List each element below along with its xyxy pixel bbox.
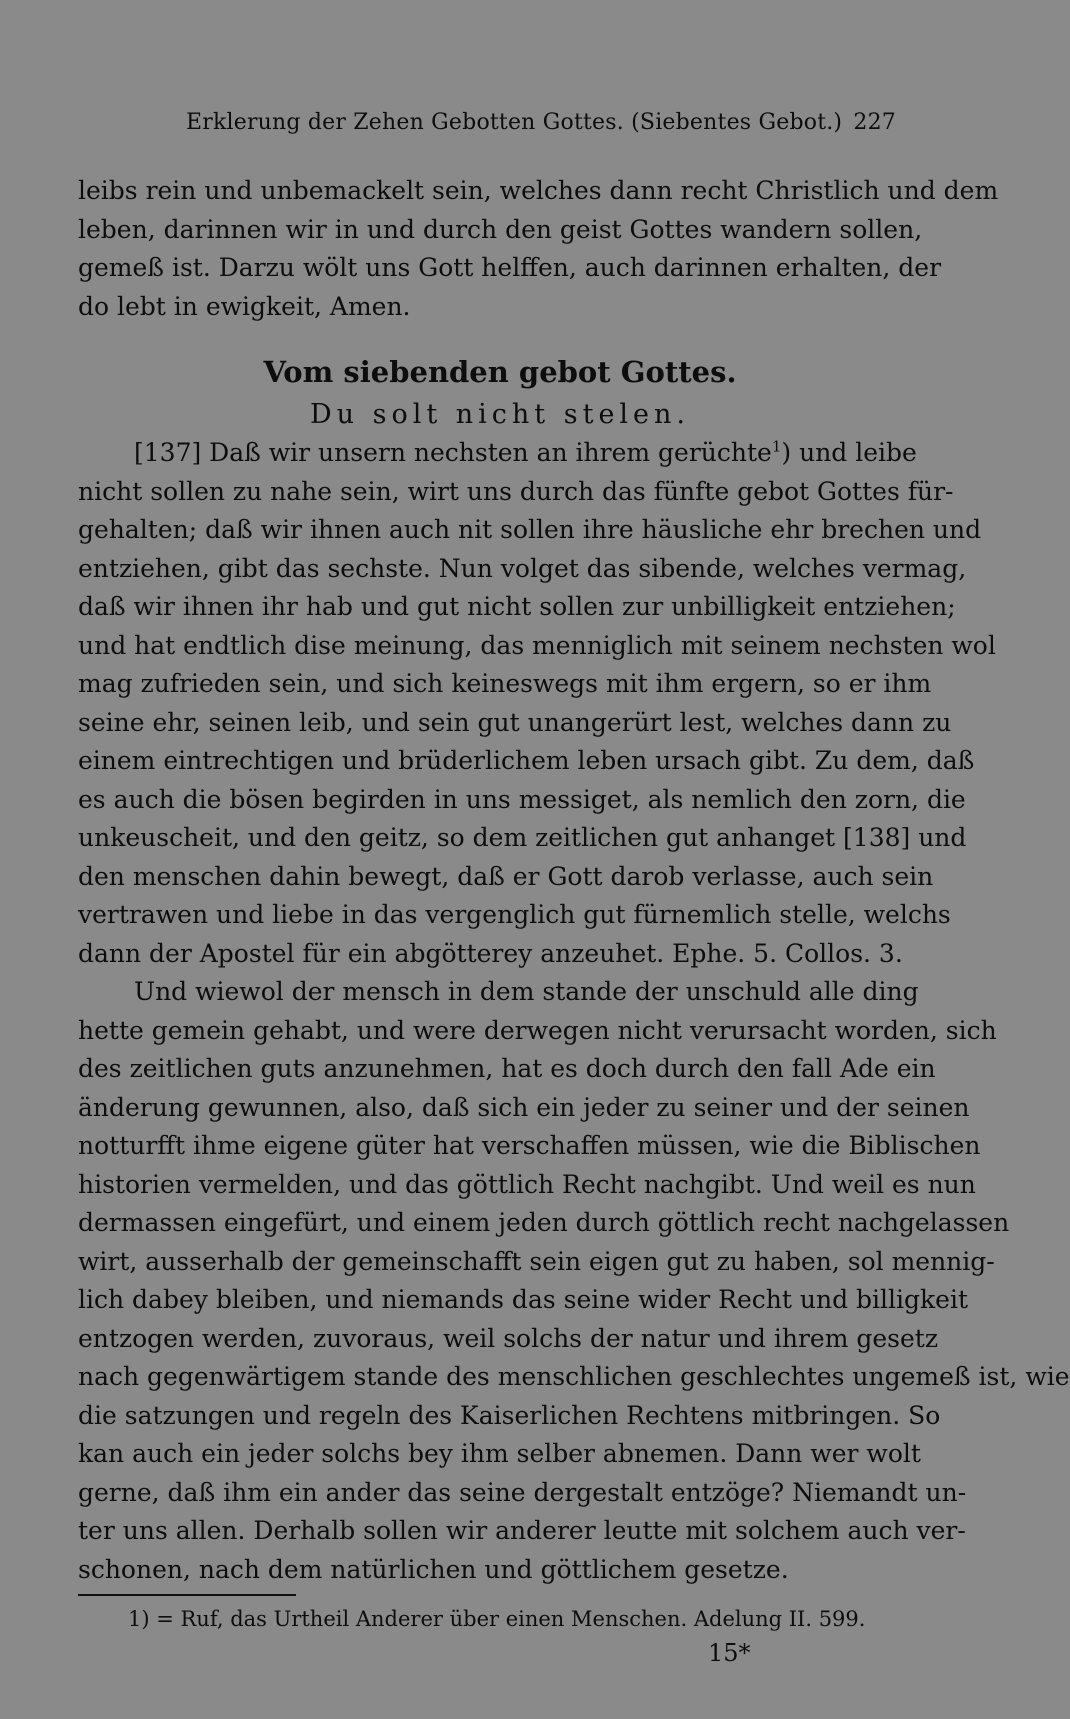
text-line: nach gegenwärtigem stande des menschlichen geschlechtes ungemeß ist, wie — [78, 1362, 1070, 1391]
text-line: gemeß ist. Darzu wölt uns Gott helffen, auch darinnen erhalten, der — [78, 253, 942, 282]
text-line: leben, darinnen wir in und durch den geist Gottes wandern sollen, — [78, 214, 923, 244]
text-line: notturfft ihme eigene güter hat verschaffen müssen, wie die Biblischen — [78, 1131, 981, 1160]
text-line: den menschen dahin bewegt, daß er Gott darob verlasse, auch sein — [78, 861, 934, 891]
text-line-start: [137] Daß wir unsern nechsten an ihrem gerüchte — [134, 438, 772, 467]
text-line: schonen, nach dem natürlichen und göttlichem gesetze. — [78, 1554, 789, 1584]
text-line: vertrawen und liebe in das vergenglich gut fürnemlich stelle, welchs — [78, 900, 951, 929]
section-title: Vom siebenden gebot Gottes. — [263, 355, 737, 389]
text-line: des zeitlichen guts anzunehmen, hat es doch durch den fall Ade ein — [78, 1054, 936, 1083]
text-line: historien vermelden, und das göttlich Recht nachgibt. Und weil es nun — [78, 1169, 976, 1199]
text-line: dann der Apostel für ein abgötterey anzeuhet. Ephe. 5. Collos. 3. — [78, 938, 903, 968]
text-line: einem eintrechtigen und brüderlichem leben ursach gibt. Zu dem, daß — [78, 746, 975, 775]
text-line: do lebt in ewigkeit, Amen. — [78, 291, 411, 321]
text-line: mag zufrieden sein, und sich keineswegs mit ihm ergern, so er ihm — [78, 669, 932, 698]
text-line: entzogen werden, zuvoraus, weil solchs der natur und ihrem gesetz — [78, 1323, 938, 1353]
text-line: dermassen eingefürt, und einem jeden durch göttlich recht nachgelassen — [78, 1208, 1010, 1237]
section-subtitle: Du solt nicht stelen. — [309, 399, 691, 430]
page-number: 227 — [853, 110, 896, 135]
text-line: und hat endtlich dise meinung, das menniglich mit seinem nechsten wol — [78, 630, 996, 660]
text-line: die satzungen und regeln des Kaiserlichen Rechtens mitbringen. So — [78, 1400, 941, 1430]
footnote: 1) = Ruf, das Urtheil Anderer über einen Menschen. Adelung II. 599. — [128, 1607, 866, 1631]
text-line: wirt, ausserhalb der gemeinschafft sein eigen gut zu haben, sol mennig- — [78, 1246, 995, 1276]
text-line: hette gemein gehabt, und were derwegen nicht verursacht worden, sich — [78, 1015, 997, 1045]
text-line: leibs rein und unbemackelt sein, welches dann recht Christlich und dem — [78, 176, 999, 205]
text-line-end: ) und leibe — [781, 438, 917, 467]
text-line: gerne, daß ihm ein ander das seine dergestalt entzöge? Niemandt un- — [78, 1477, 967, 1507]
text-line: entziehen, gibt das sechste. Nun volget das sibende, welches vermag, — [78, 553, 967, 583]
text-line: es auch die bösen begirden in uns messiget, als nemlich den zorn, die — [78, 784, 966, 814]
text-line: ter uns allen. Derhalb sollen wir anderer leutte mit solchem auch ver- — [78, 1516, 966, 1545]
text-line: Und wiewol der mensch in dem stande der unschuld alle ding — [134, 977, 919, 1006]
running-title: Erklerung der Zehen Gebotten Gottes. (Siebentes Gebot.) — [186, 110, 843, 135]
text-line: gehalten; daß wir ihnen auch nit sollen ihre häusliche ehr brechen und — [78, 515, 982, 544]
text-line: nicht sollen zu nahe sein, wirt uns durch das fünfte gebot Gottes für- — [78, 476, 954, 506]
text-line: kan auch ein jeder solchs bey ihm selber abnemen. Dann wer wolt — [78, 1439, 921, 1468]
text-line: seine ehr, seinen leib, und sein gut unangerürt lest, welches dann zu — [78, 707, 952, 737]
main-text — [78, 434, 1070, 1589]
opening-text — [78, 172, 999, 326]
text-line: unkeuscheit, und den geitz, so dem zeitlichen gut anhanget [138] und — [78, 823, 967, 852]
text-line: änderung gewunnen, also, daß sich ein jeder zu seiner und der seinen — [78, 1092, 970, 1122]
text-line: daß wir ihnen ihr hab und gut nicht sollen zur unbilligkeit entziehen; — [78, 592, 956, 621]
footnote-marker: 1 — [771, 437, 782, 456]
signature-mark: 15* — [708, 1639, 751, 1667]
text-line — [78, 434, 917, 473]
text-line: lich dabey bleiben, und niemands das seine wider Recht und billigkeit — [78, 1285, 969, 1314]
footnote-rule — [78, 1594, 296, 1596]
